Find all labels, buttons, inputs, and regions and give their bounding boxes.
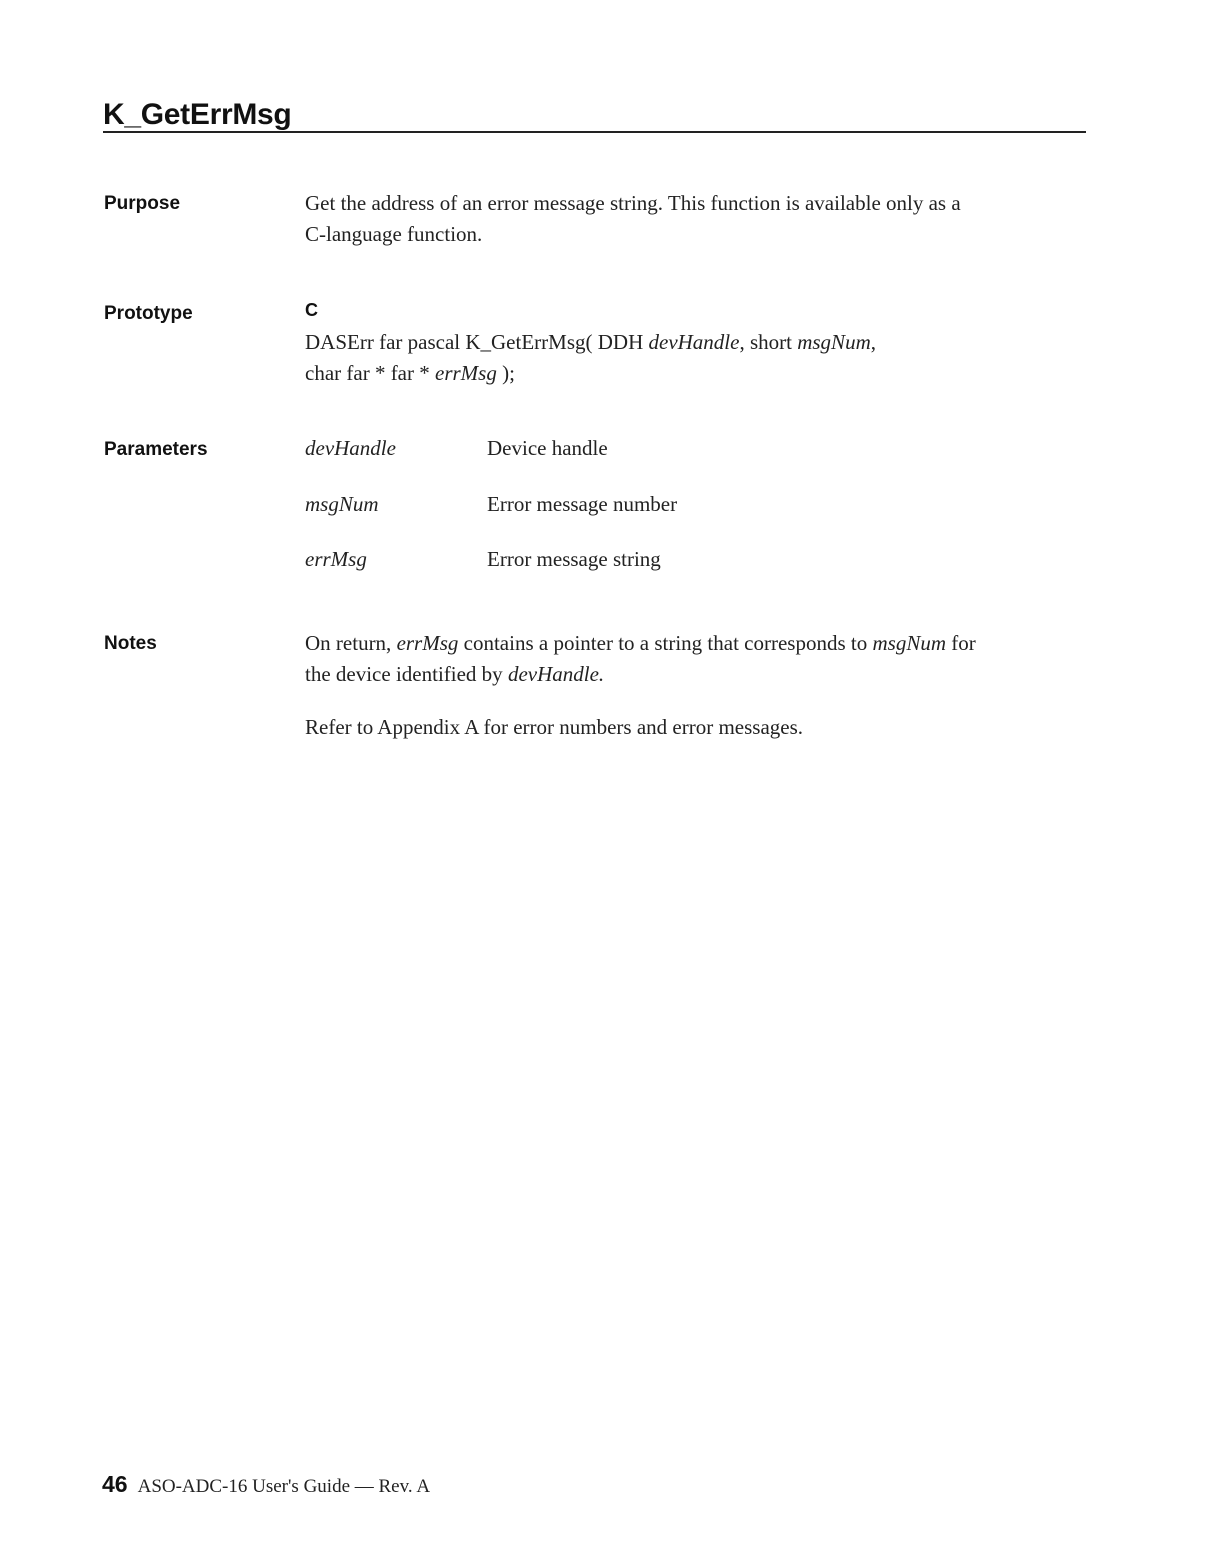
notes-ref-errmsg: errMsg <box>396 631 459 655</box>
notes-paragraph-2: Refer to Appendix A for error numbers and error messages. <box>305 715 804 739</box>
param-name: devHandle <box>305 436 396 460</box>
purpose-line-2: C-language function. <box>305 222 483 246</box>
prototype-code <box>305 327 876 389</box>
notes-text: for <box>946 631 976 655</box>
prototype-text: char far * far * <box>305 361 435 385</box>
notes-label: Notes <box>104 633 157 654</box>
prototype-text: , <box>870 330 876 354</box>
param-name: errMsg <box>305 547 367 571</box>
notes-paragraph-1 <box>305 628 1095 690</box>
parameters-label: Parameters <box>104 439 208 460</box>
param-description: Device handle <box>487 436 608 460</box>
prototype-line-1 <box>305 327 876 358</box>
notes-text: the device identified by <box>305 662 508 686</box>
prototype-text: DASErr far pascal K_GetErrMsg( DDH <box>305 330 649 354</box>
notes-ref-devhandle: devHandle. <box>507 662 605 686</box>
notes-line-1 <box>305 628 1095 659</box>
page-number: 46 <box>102 1471 128 1497</box>
purpose-line-1: Get the address of an error message string. This function is available only as a <box>305 191 961 215</box>
param-description: Error message string <box>487 547 661 571</box>
prototype-arg-devhandle: devHandle <box>648 330 740 354</box>
notes-text: contains a pointer to a string that corresponds to <box>458 631 873 655</box>
prototype-line-2 <box>305 358 876 389</box>
title-rule <box>103 131 1086 133</box>
param-description: Error message number <box>487 492 678 516</box>
prototype-arg-errmsg: errMsg <box>435 361 497 385</box>
purpose-label: Purpose <box>104 193 181 214</box>
prototype-arg-msgnum: msgNum <box>797 330 871 354</box>
purpose-text <box>305 188 961 250</box>
prototype-language: C <box>305 300 318 320</box>
notes-text: On return, <box>305 631 397 655</box>
prototype-text: ); <box>496 361 515 385</box>
footer-text: ASO-ADC-16 User's Guide — Rev. A <box>137 1476 431 1497</box>
param-name: msgNum <box>305 492 379 516</box>
page-footer <box>102 1471 430 1498</box>
notes-ref-msgnum: msgNum <box>872 631 946 655</box>
page-title: K_GetErrMsg <box>103 98 292 131</box>
notes-line-2 <box>305 659 1095 690</box>
prototype-label: Prototype <box>104 303 193 324</box>
prototype-text: , short <box>739 330 798 354</box>
